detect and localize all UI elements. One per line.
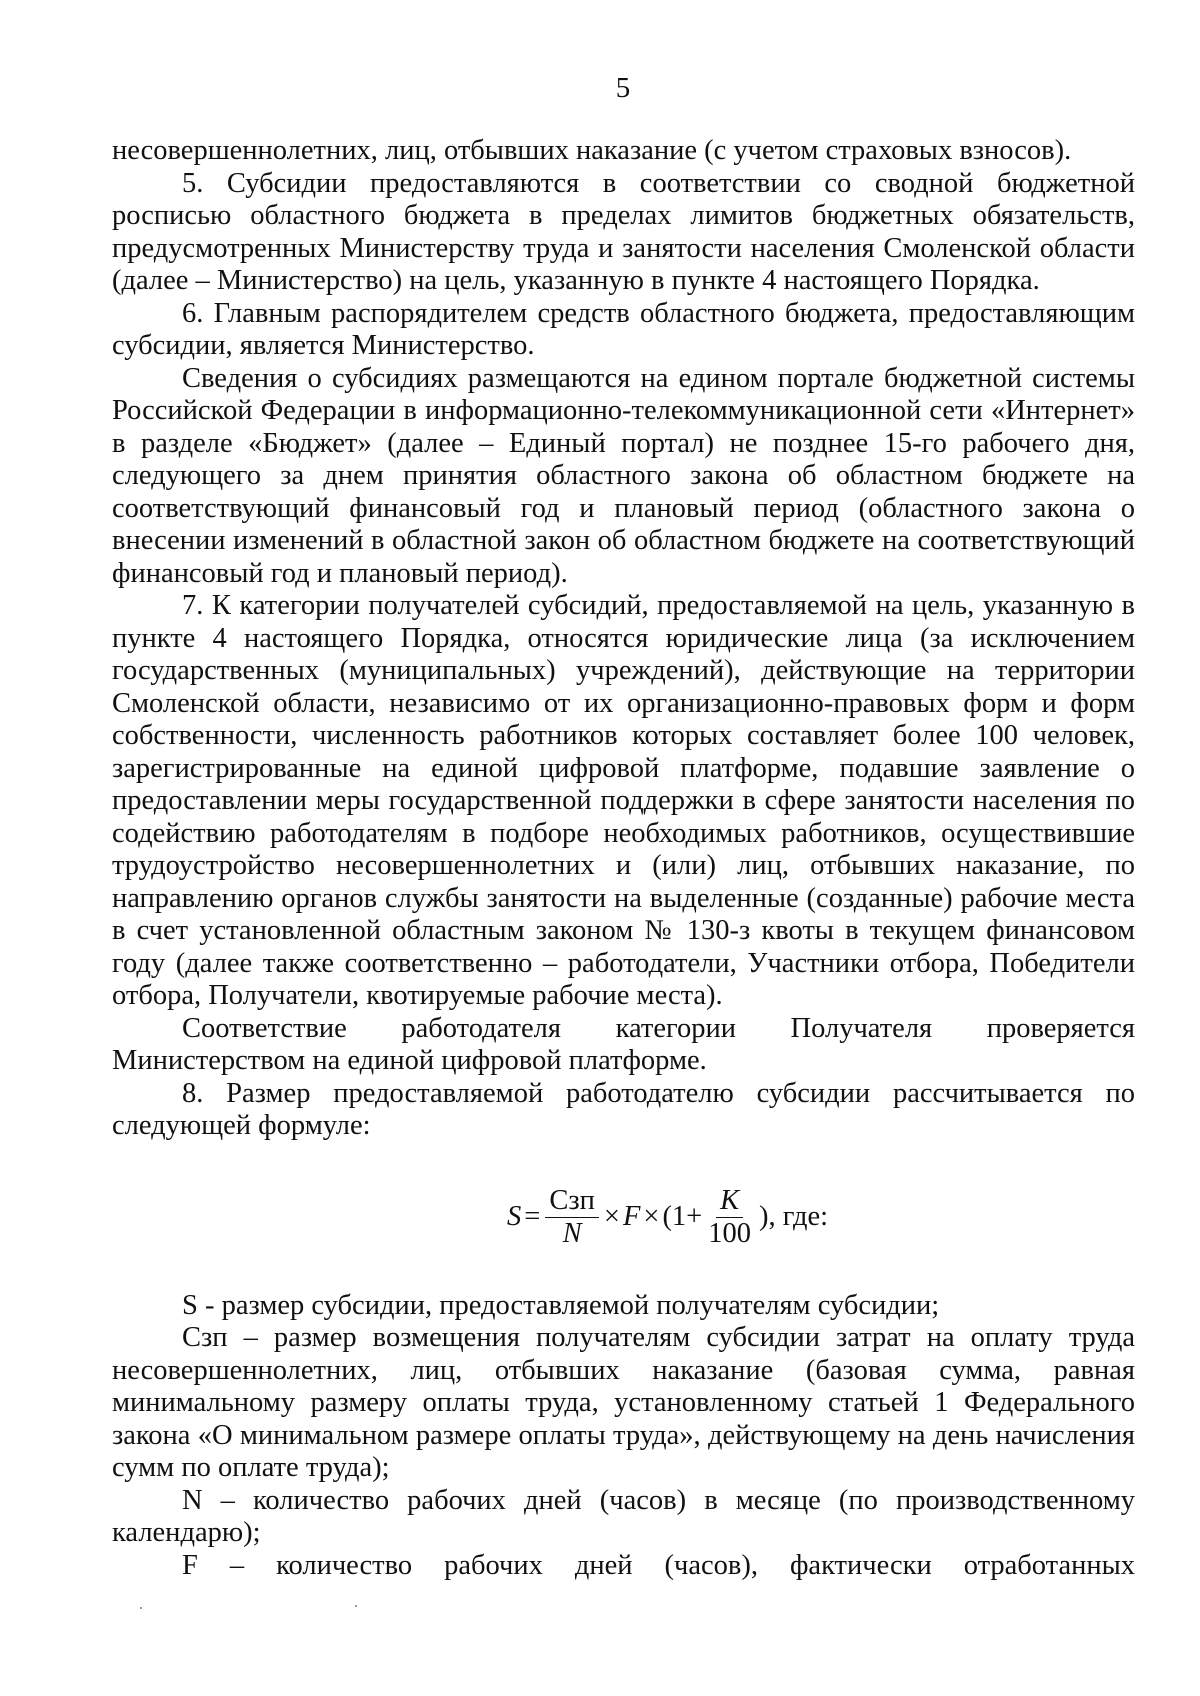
formula-numerator: K bbox=[716, 1185, 743, 1218]
paragraph: 8. Размер предоставляемой работодателю субсидии рассчитывается по следующей формуле: bbox=[112, 1077, 1135, 1141]
formula-numerator: Сзп bbox=[545, 1185, 599, 1218]
formula-fraction-salary bbox=[545, 1185, 599, 1250]
page-number: 5 bbox=[615, 72, 631, 104]
scan-speck bbox=[355, 1605, 357, 1607]
paragraph: 5. Субсидии предоставляются в соответствии со сводной бюджетной росписью областного бюджета в пределах лимитов бюджетных обязательств, предусмотренных Министерству труда и занятости населения Смоленской области (далее – Министерство) на цель, указанную в пункте 4 настоящего Порядка. bbox=[112, 167, 1135, 296]
document-body bbox=[112, 135, 1135, 1582]
formula-equals: = bbox=[524, 1200, 541, 1232]
definition: S - размер субсидии, предоставляемой получателям субсидии; bbox=[182, 1289, 940, 1321]
definition: N – количество рабочих дней (часов) в месяце (по производственному календарю); bbox=[112, 1484, 1135, 1548]
formula-denominator: 100 bbox=[708, 1217, 752, 1249]
paragraph: Сведения о субсидиях размещаются на едином портале бюджетной системы Российской Федерации в информационно-телекоммуникационной сети «Интернет» в разделе «Бюджет» (далее – Единый портал) не позднее 15-го рабочего дня, следующего за днем принятия областного закона об областном бюджете на соответствующий финансовый год и плановый период (областного закона о внесении изменений в областной закон об областном бюджете на соответствующий финансовый год и плановый период). bbox=[112, 362, 1135, 589]
formula-times: × bbox=[603, 1200, 620, 1232]
definition: F – количество рабочих дней (часов), фактически отработанных bbox=[182, 1549, 1135, 1581]
formula-tail: ), где: bbox=[759, 1200, 829, 1232]
formula-lhs: S bbox=[507, 1200, 522, 1232]
formula-denominator: N bbox=[562, 1217, 582, 1249]
subsidy-formula bbox=[112, 1185, 1135, 1250]
formula-f: F bbox=[622, 1200, 641, 1232]
formula-fraction-k bbox=[704, 1185, 755, 1250]
formula-times: × bbox=[643, 1200, 660, 1232]
paragraph: Соответствие работодателя категории Получателя проверяется Министерством на единой цифровой платформе. bbox=[112, 1012, 1135, 1076]
paragraph: несовершеннолетних, лиц, отбывших наказание (с учетом страховых взносов). bbox=[112, 135, 1072, 166]
scan-speck bbox=[140, 1607, 142, 1609]
definition: Сзп – размер возмещения получателям субсидии затрат на оплату труда несовершеннолетних, лиц, отбывших наказание (базовая сумма, равная минимальному размеру оплаты труда, установленному статьей 1 Федерального закона «О минимальном размере оплаты труда», действующему на день начисления сумм по оплате труда); bbox=[112, 1322, 1135, 1483]
formula-open: (1+ bbox=[662, 1200, 703, 1232]
paragraph: 6. Главным распорядителем средств областного бюджета, предоставляющим субсидии, является Министерство. bbox=[112, 297, 1135, 361]
paragraph: 7. К категории получателей субсидий, предоставляемой на цель, указанную в пункте 4 настоящего Порядка, относятся юридические лица (за исключением государственных (муниципальных) учреждений), действующие на территории Смоленской области, независимо от их организационно-правовых форм и форм собственности, численность работников которых составляет более 100 человек, зарегистрированные на единой цифровой платформе, подавшие заявление о предоставлении меры государственной поддержки в сфере занятости населения по содействию работодателям в подборе необходимых работников, осуществившие трудоустройство несовершеннолетних и (или) лиц, отбывших наказание, по направлению органов службы занятости на выделенные (созданные) рабочие места в счет установленной областным законом № 130-з квоты в текущем финансовом году (далее также соответственно – работодатели, Участники отбора, Победители отбора, Получатели, квотируемые рабочие места). bbox=[112, 590, 1135, 1011]
